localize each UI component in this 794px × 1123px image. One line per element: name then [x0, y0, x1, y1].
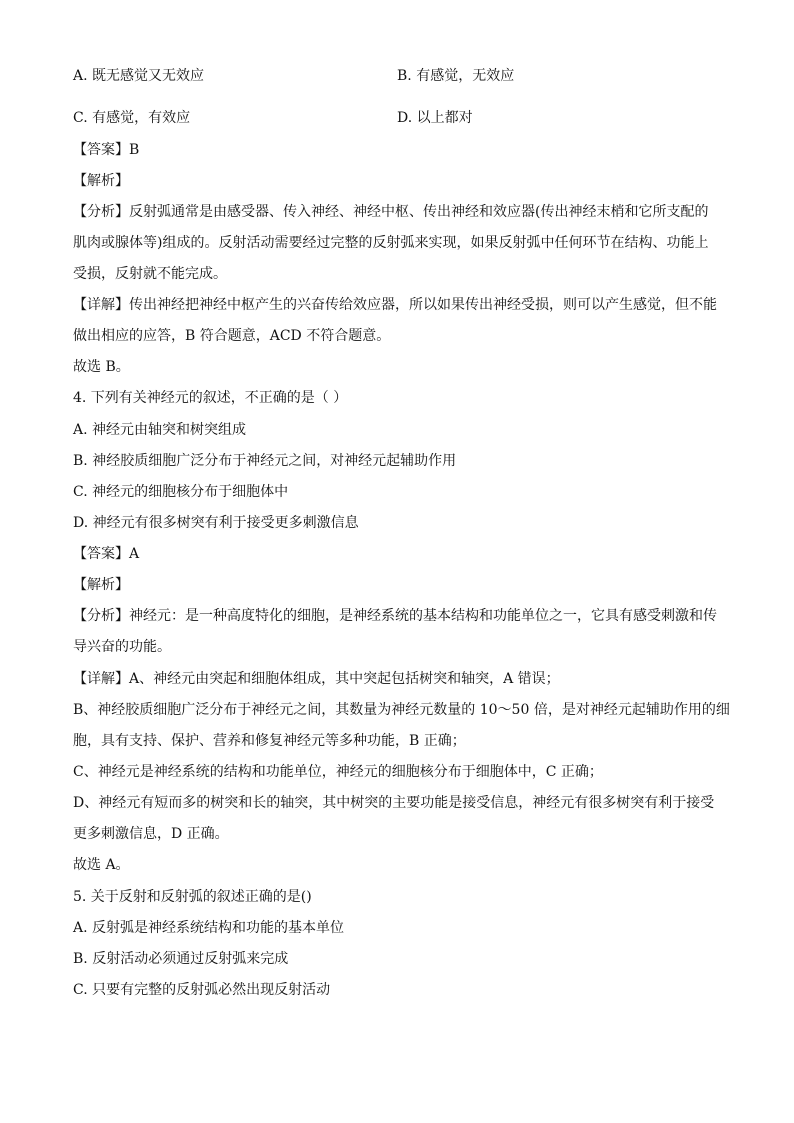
q4-detail-line: 更多刺激信息，D 正确。 [73, 826, 229, 842]
q4-analysis-line: 【分析】神经元：是一种高度特化的细胞，是神经系统的基本结构和功能单位之一，它具有感受刺激和传 [73, 608, 717, 624]
q4-analysis-line: 导兴奋的功能。 [73, 639, 171, 655]
q3-option-b: B. 有感觉，无效应 [397, 68, 515, 84]
q4-detail-line: 【详解】A、神经元由突起和细胞体组成，其中突起包括树突和轴突，A 错误； [73, 671, 560, 687]
q3-option-c: C. 有感觉，有效应 [73, 110, 191, 126]
q3-detail-line: 做出相应的应答，B 符合题意，ACD 不符合题意。 [73, 328, 391, 344]
q4-detail-line: C、神经元是神经系统的结构和功能单位，神经元的细胞核分布于细胞体中，C 正确； [73, 764, 603, 780]
q5-option-c: C. 只要有完整的反射弧必然出现反射活动 [73, 982, 331, 998]
q3-option-d: D. 以上都对 [397, 110, 473, 126]
q3-choice: 故选 B。 [73, 359, 130, 375]
q3-option-a: A. 既无感觉又无效应 [73, 68, 205, 84]
q5-stem: 5. 关于反射和反射弧的叙述正确的是() [73, 889, 312, 905]
q3-analysis-line: 【分析】反射弧通常是由感受器、传入神经、神经中枢、传出神经和效应器(传出神经末梢和它所支配的 [73, 204, 709, 220]
q4-detail-line: 胞，具有支持、保护、营养和修复神经元等多种功能，B 正确； [73, 733, 466, 749]
q4-choice: 故选 A。 [73, 857, 130, 873]
q4-option-d: D. 神经元有很多树突有利于接受更多刺激信息 [73, 515, 359, 531]
q3-analysis-line: 受损，反射就不能完成。 [73, 266, 227, 282]
q3-detail-line: 【详解】传出神经把神经中枢产生的兴奋传给效应器，所以如果传出神经受损，则可以产生感觉，但不能 [73, 297, 717, 313]
q4-jiexi-heading: 【解析】 [73, 577, 129, 593]
q5-option-b: B. 反射活动必须通过反射弧来完成 [73, 951, 289, 967]
q4-detail-line: D、神经元有短而多的树突和长的轴突，其中树突的主要功能是接受信息，神经元有很多树突有利于接受 [73, 795, 715, 811]
q4-answer: 【答案】A [73, 546, 140, 562]
q3-jiexi-heading: 【解析】 [73, 173, 129, 189]
q3-analysis-line: 肌肉或腺体等)组成的。反射活动需要经过完整的反射弧来实现，如果反射弧中任何环节在结构、功能上 [73, 235, 709, 251]
q3-answer: 【答案】B [73, 142, 140, 158]
q4-option-c: C. 神经元的细胞核分布于细胞体中 [73, 484, 289, 500]
q4-detail-line: B、神经胶质细胞广泛分布于神经元之间，其数量为神经元数量的 10～50 倍，是对神经元起辅助作用的细 [73, 702, 730, 718]
q4-option-a: A. 神经元由轴突和树突组成 [73, 422, 247, 438]
q4-option-b: B. 神经胶质细胞广泛分布于神经元之间，对神经元起辅助作用 [73, 453, 457, 469]
q5-option-a: A. 反射弧是神经系统结构和功能的基本单位 [73, 920, 345, 936]
q4-stem: 4. 下列有关神经元的叙述，不正确的是（ ） [73, 390, 348, 406]
